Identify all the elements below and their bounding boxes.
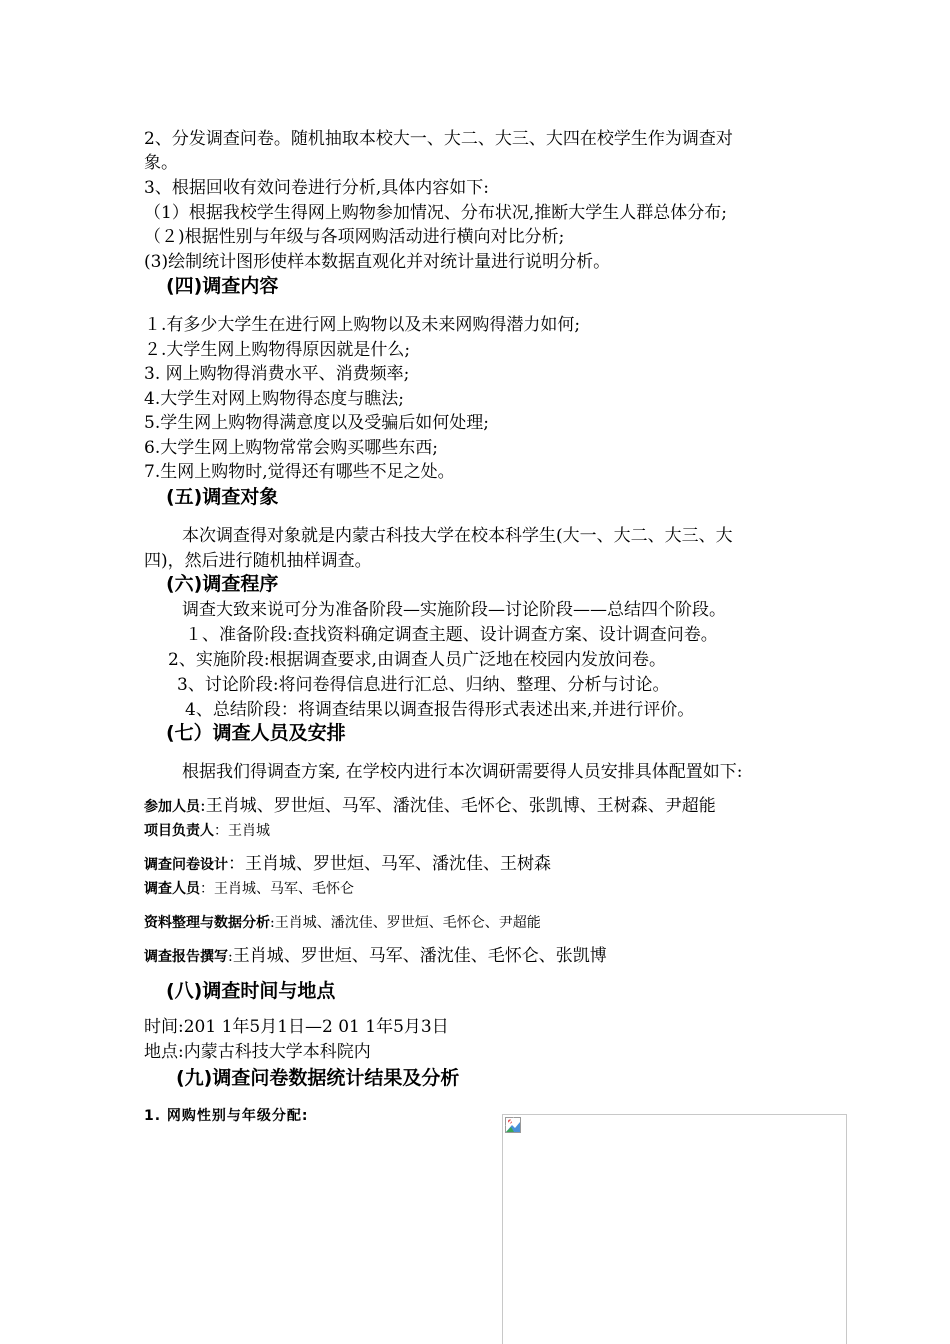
survey-time: 时间:201 1年5月1日—2 01 1年5月3日 — [144, 1017, 449, 1037]
method-sub-2: （２)根据性别与年级与各项网购活动进行横向对比分析; — [144, 227, 565, 247]
role-row — [144, 910, 541, 935]
role-value: 王肖城、罗世烜、马军、潘沈佳、毛怀仑、张凯博 — [232, 946, 607, 966]
method-sub-3: (3)绘制统计图形使样本数据直观化并对统计量进行说明分析。 — [144, 252, 611, 272]
method-line-3: 3、根据回收有效问卷进行分析,具体内容如下: — [144, 178, 489, 198]
role-label: 项目负责人 — [144, 823, 214, 839]
section-7-heading: (七）调查人员及安排 — [166, 722, 346, 744]
section-5-line-1: 本次调查得对象就是内蒙古科技大学在校本科学生(大一、大二、大三、大 — [182, 526, 733, 546]
role-sep: : — [200, 796, 206, 816]
section-5-heading: (五)调查对象 — [166, 486, 279, 508]
content-item: 6.大学生网上购物常常会购买哪些东西; — [144, 438, 438, 458]
role-value: 王肖城、罗世烜、马军、潘沈佳、毛怀仑、张凯博、王树森、尹超能 — [205, 796, 716, 816]
role-sep: ： — [214, 823, 228, 839]
role-label: 参加人员 — [144, 799, 200, 815]
section-6-heading: (六)调查程序 — [166, 573, 279, 595]
section-8-heading: (八)调查时间与地点 — [166, 980, 336, 1002]
method-line-2b: 象。 — [144, 153, 178, 173]
method-line-2a: 2、分发调查问卷。随机抽取本校大一、大二、大三、大四在校学生作为调查对 — [144, 129, 733, 149]
role-value: 王肖城 — [228, 823, 270, 839]
stats-item-1: 1. 网购性别与年级分配: — [144, 1108, 309, 1124]
stage-item: 4、总结阶段：将调查结果以调查报告得形式表述出来,并进行评价。 — [185, 700, 695, 720]
section-9-heading: (九)调查问卷数据统计结果及分析 — [176, 1067, 460, 1089]
stage-item: １、准备阶段:查找资料确定调查主题、设计调查方案、设计调查问卷。 — [185, 625, 718, 645]
role-label: 资料整理与数据分析 — [144, 915, 270, 931]
chart-image-placeholder — [502, 1114, 847, 1344]
role-value: 王肖城、罗世烜、马军、潘沈佳、王树森 — [245, 854, 551, 874]
section-4-heading: (四)调查内容 — [166, 275, 279, 297]
section-7-intro: 根据我们得调查方案, 在学校内进行本次调研需要得人员安排具体配置如下: — [182, 762, 743, 782]
method-sub-1: （1）根据我校学生得网上购物参加情况、分布状况,推断大学生人群总体分布; — [144, 203, 727, 223]
role-row — [144, 852, 551, 877]
content-item: １.有多少大学生在进行网上购物以及未来网购得潜力如何; — [144, 315, 581, 335]
role-row — [144, 794, 716, 819]
content-item: 5.学生网上购物得满意度以及受骗后如何处理; — [144, 413, 489, 433]
role-sep: : — [228, 949, 233, 965]
role-label: 调查人员 — [144, 881, 200, 897]
role-row — [144, 944, 607, 969]
survey-place: 地点:内蒙古科技大学本科院内 — [144, 1042, 371, 1062]
role-sep: ： — [200, 881, 214, 897]
role-sep: : — [270, 915, 275, 931]
section-6-intro: 调查大致来说可分为准备阶段—实施阶段—讨论阶段——总结四个阶段。 — [182, 600, 726, 620]
content-item: 3. 网上购物得消费水平、消费频率; — [144, 364, 410, 384]
content-item: ２.大学生网上购物得原因就是什么; — [144, 340, 411, 360]
stage-item: 2、实施阶段:根据调查要求,由调查人员广泛地在校园内发放问卷。 — [168, 650, 666, 670]
role-row — [144, 818, 270, 843]
role-sep: ： — [228, 854, 245, 874]
broken-image-icon — [505, 1117, 521, 1133]
role-row — [144, 876, 354, 901]
role-label: 调查报告撰写 — [144, 949, 228, 965]
role-value: 王肖城、潘沈佳、罗世烜、毛怀仑、尹超能 — [274, 915, 541, 931]
content-item: 4.大学生对网上购物得态度与瞧法; — [144, 389, 404, 409]
section-5-line-2: 四)，然后进行随机抽样调查。 — [144, 551, 372, 571]
stage-item: 3、讨论阶段:将问卷得信息进行汇总、归纳、整理、分析与讨论。 — [177, 675, 670, 695]
role-value: 王肖城、马军、毛怀仑 — [214, 881, 354, 897]
content-item: 7.生网上购物时,觉得还有哪些不足之处。 — [144, 462, 455, 482]
role-label: 调查问卷设计 — [144, 857, 228, 873]
